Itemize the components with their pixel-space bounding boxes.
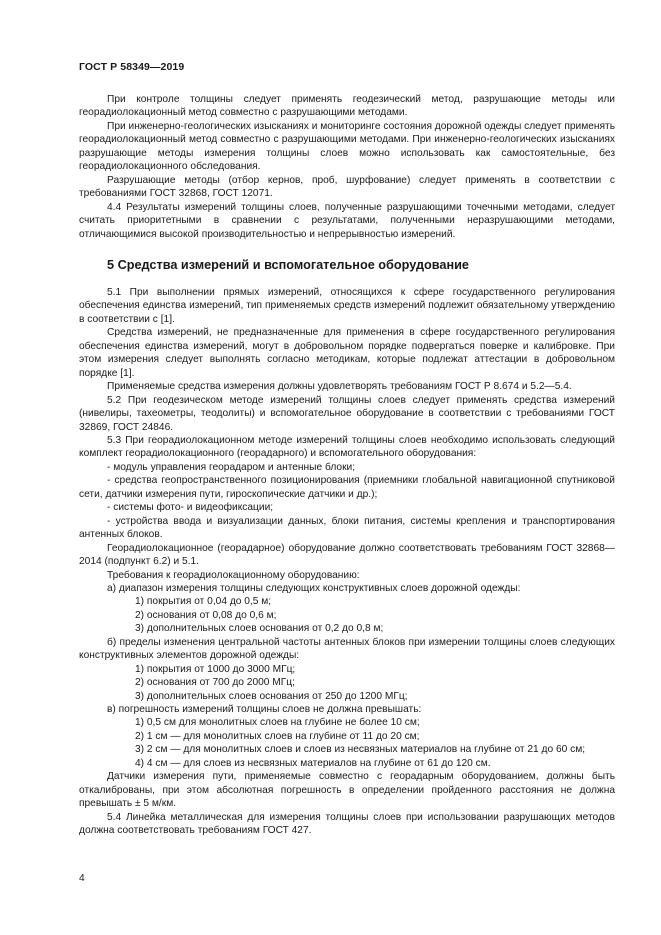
paragraph: Средства измерений, не предназначенные для применения в сфере государственного регулирования обеспечения единства измерений, могут в добровольном порядке подвергаться поверке и калибровке. При этом измерения следует выполнять согласно методикам, которые подлежат аттестации в добровольном порядке [1]. [79,327,615,379]
paragraph-5-1: 5.1 При выполнении прямых измерений, относящихся к сфере государственного регулирования обеспечения единства измерений, тип применяемых средств измерений подлежит обязательному утверждению в соответствии с [1]. [79,286,615,325]
paragraph-4-4: 4.4 Результаты измерений толщины слоев, полученные разрушающими точечными методами, следует считать приоритетными в сравнении с результатами, полученными неразрушающими методами, отличающимися высокой производительностью и непрерывностью измерений. [79,201,615,240]
list-item: - устройства ввода и визуализации данных, блоки питания, системы крепления и транспортирования антенных блоков. [79,515,615,541]
list-item: 1) 0,5 см для монолитных слоев на глубине не более 10 см; [135,717,420,729]
paragraph: Требования к георадиолокационному оборудованию: [107,569,360,581]
list-item: - средства геопространственного позиционирования (приемники глобальной навигационной спутниковой сети, датчики измерения пути, гироскопические датчики и др.); [79,475,615,500]
list-item: 1) покрытия от 1000 до 3000 МГц; [135,663,296,675]
paragraph: Разрушающие методы (отбор кернов, проб, шурфование) следует применять в соответствии с требованиями ГОСТ 32868, ГОСТ 12071. [79,174,615,200]
paragraph: Георадиолокационное (георадарное) оборудование должно соответствовать требованиям ГОСТ 32868—2014 (подпункт 6.2) и 5.1. [79,542,615,568]
list-item: 2) основания от 700 до 2000 МГц; [135,677,295,689]
list-item: - системы фото- и видеофиксации; [107,502,274,514]
paragraph: Датчики измерения пути, применяемые совместно с георадарным оборудованием, должны быть откалиброваны, при этом абсолютная погрешность в определении пройденного расстояния не должна превышать ± 5 м/км. [79,771,615,810]
paragraph: При контроле толщины следует применять геодезический метод, разрушающие методы или георадиолокационный метод совместно с разрушающими методами. [79,94,615,119]
list-item: 2) основания от 0,08 до 0,6 м; [135,609,277,621]
paragraph-5-2: 5.2 При геодезическом методе измерений толщины слоев следует применять средства измерений (нивелиры, тахеометры, теодолиты) и вспомогательное оборудование в соответствии с требованиями ГОСТ 32869, ГОСТ 24846. [79,394,615,433]
list-item: 3) дополнительных слоев основания от 0,2 до 0,8 м; [135,623,384,635]
paragraph-5-3: 5.3 При георадиолокационном методе измерений толщины слоев необходимо использовать следующий комплект георадиолокационного (георадарного) и вспомогательного оборудования: [79,434,615,460]
list-item: 3) 2 см — для монолитных слоев и слоев из несвязных материалов на глубине от 21 до 60 см; [135,744,586,756]
requirement-a: а) диапазон измерения толщины следующих конструктивных слоев дорожной одежды: [107,582,521,594]
requirement-c: в) погрешность измерений толщины слоев не должна превышать: [107,704,422,716]
page-number: 4 [79,873,85,884]
list-item: 3) дополнительных слоев основания от 250 до 1200 МГц; [135,690,408,702]
list-item: - модуль управления георадаром и антенные блоки; [107,461,356,473]
list-item: 2) 1 см — для монолитных слоев на глубине от 11 до 20 см; [135,730,420,742]
requirement-b: б) пределы изменения центральной частоты антенных блоков при измерении толщины слоев следующих конструктивных элементов дорожной одежды: [79,636,615,662]
section-5-heading: 5 Средства измерений и вспомогательное оборудование [107,257,469,272]
list-item: 4) 4 см — для слоев из несвязных материалов на глубине от 61 до 120 см. [135,757,491,769]
paragraph: При инженерно-геологических изысканиях и мониторинге состояния дорожной одежды следует применять георадиолокационный метод совместно с разрушающими методами. При инженерно-геологических изысканиях разрушающие методы измерения толщины слоев можно использовать как самостоятельные, без георадиолокационного обследования. [79,120,615,173]
list-item: 1) покрытия от 0,04 до 0,5 м; [135,596,272,608]
paragraph-5-4: 5.4 Линейка металлическая для измерения толщины слоев при использовании разрушающих методов должна соответствовать требованиям ГОСТ 427. [79,811,615,837]
page-body [79,93,615,838]
document-code-header: ГОСТ Р 58349—2019 [79,61,185,73]
paragraph: Применяемые средства измерения должны удовлетворять требованиям ГОСТ Р 8.674 и 5.2—5.4. [107,381,572,393]
